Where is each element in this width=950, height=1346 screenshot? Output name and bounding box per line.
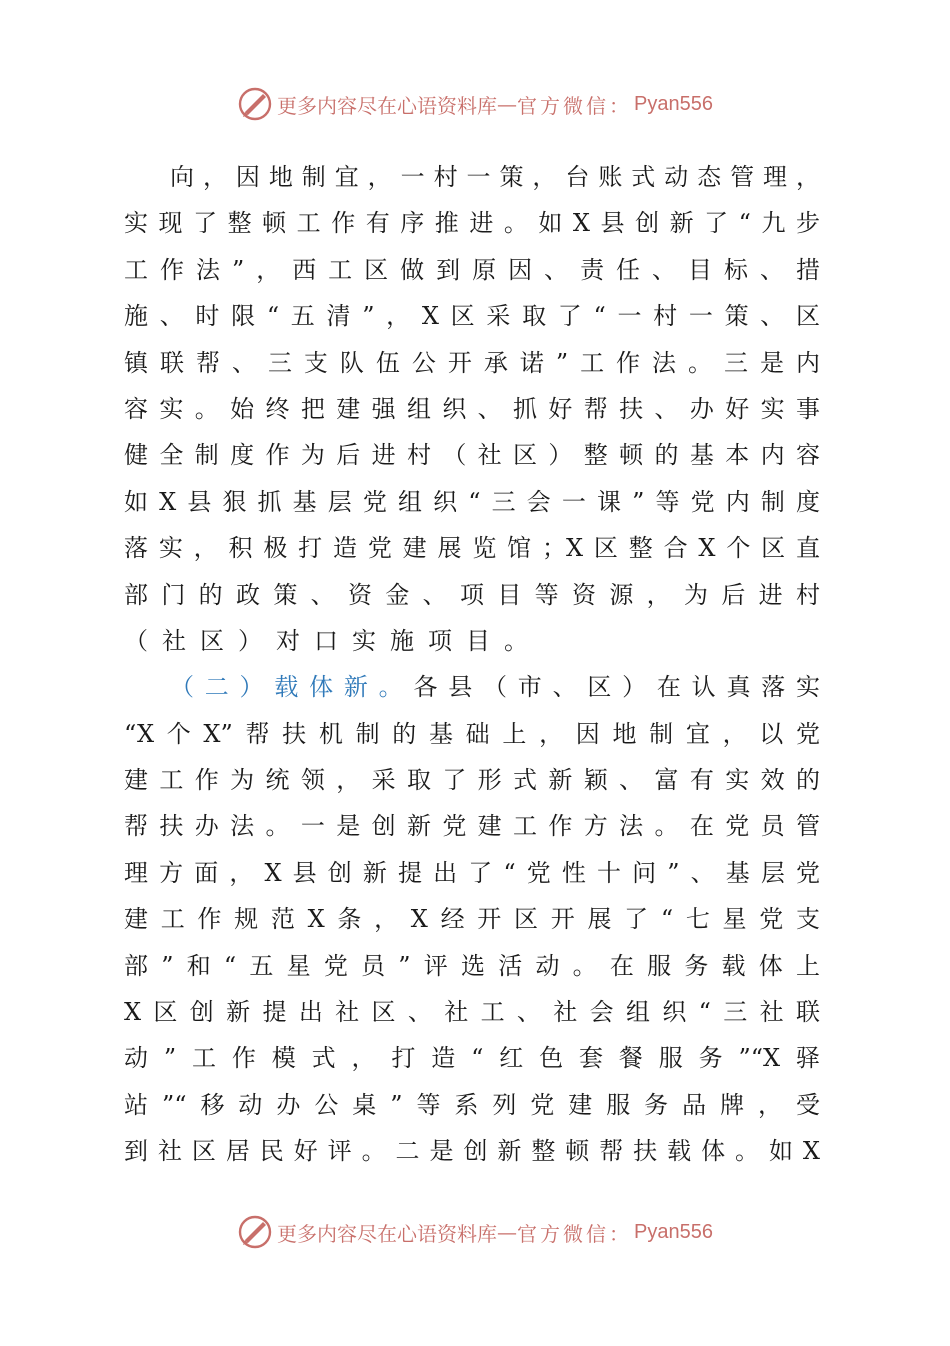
text-line: 帮扶办法。一是创新党建工作方法。在党员管 — [124, 812, 820, 841]
header-watermark — [0, 84, 950, 124]
pen-circle-logo-icon — [237, 86, 273, 122]
section-heading-line — [124, 664, 820, 710]
banner-wechat-id: Pyan556 — [634, 92, 713, 115]
banner-main-text: 更多内容尽在心语资料库 — [277, 93, 498, 118]
text-line: 建工作规范X条，X经开区开展了“七星党支 — [124, 905, 820, 934]
banner-dash: — — [497, 1220, 518, 1244]
banner-wechat-id: Pyan556 — [634, 1220, 713, 1243]
text-line: 工作法”，西工区做到原因、责任、目标、措 — [124, 255, 820, 284]
text-line: 向，因地制宜，一村一策，台账式动态管理， — [170, 163, 820, 191]
text-line: 如X县狠抓基层党组织“三会一课”等党内制度 — [124, 487, 820, 516]
section-heading-rest: 各县（市、区）在认真落实 — [413, 673, 821, 702]
text-line: 容实。始终把建强组织、抓好帮扶、办好实事 — [124, 394, 820, 423]
section-heading: （二）载体新。 — [170, 673, 414, 702]
body-text — [124, 154, 820, 1175]
text-line: 到社区居民好评。二是创新整顿帮扶载体。如X — [124, 1137, 820, 1166]
text-line: 站”“移动办公桌”等系列党建服务品牌，受 — [124, 1090, 820, 1119]
footer-watermark — [0, 1212, 950, 1252]
pen-circle-logo-icon — [237, 1214, 273, 1250]
text-line: 部”和“五星党员”评选活动。在服务载体上 — [124, 951, 820, 980]
text-line: 落实，积极打造党建展览馆；X区整合X个区直 — [124, 534, 820, 563]
text-line: 理方面，X县创新提出了“党性十问”、基层党 — [124, 858, 820, 887]
text-line: 镇联帮、三支队伍公开承诺”工作法。三是内 — [124, 348, 820, 377]
banner-wechat-label: 官方微信： — [517, 93, 633, 118]
text-line: 建工作为统领，采取了形式新颖、富有实效的 — [124, 766, 820, 795]
banner-dash: — — [497, 92, 518, 116]
text-line: X区创新提出社区、社工、社会组织“三社联 — [124, 998, 820, 1027]
text-line: 部门的政策、资金、项目等资源，为后进村 — [124, 580, 820, 609]
text-line: 动”工作模式，打造“红色套餐服务”“X驿 — [124, 1044, 820, 1073]
banner-main-text: 更多内容尽在心语资料库 — [277, 1221, 498, 1246]
text-line: 健全制度作为后进村（社区）整顿的基本内容 — [124, 441, 820, 470]
text-line: “X个X”帮扶机制的基础上，因地制宜，以党 — [124, 719, 820, 748]
text-line: 实现了整顿工作有序推进。如X县创新了“九步 — [124, 209, 820, 238]
text-line: 施、时限“五清”，X区采取了“一村一策、区 — [124, 302, 820, 331]
banner-wechat-label: 官方微信： — [517, 1221, 633, 1246]
text-line: （社区）对口实施项目。 — [124, 626, 542, 655]
